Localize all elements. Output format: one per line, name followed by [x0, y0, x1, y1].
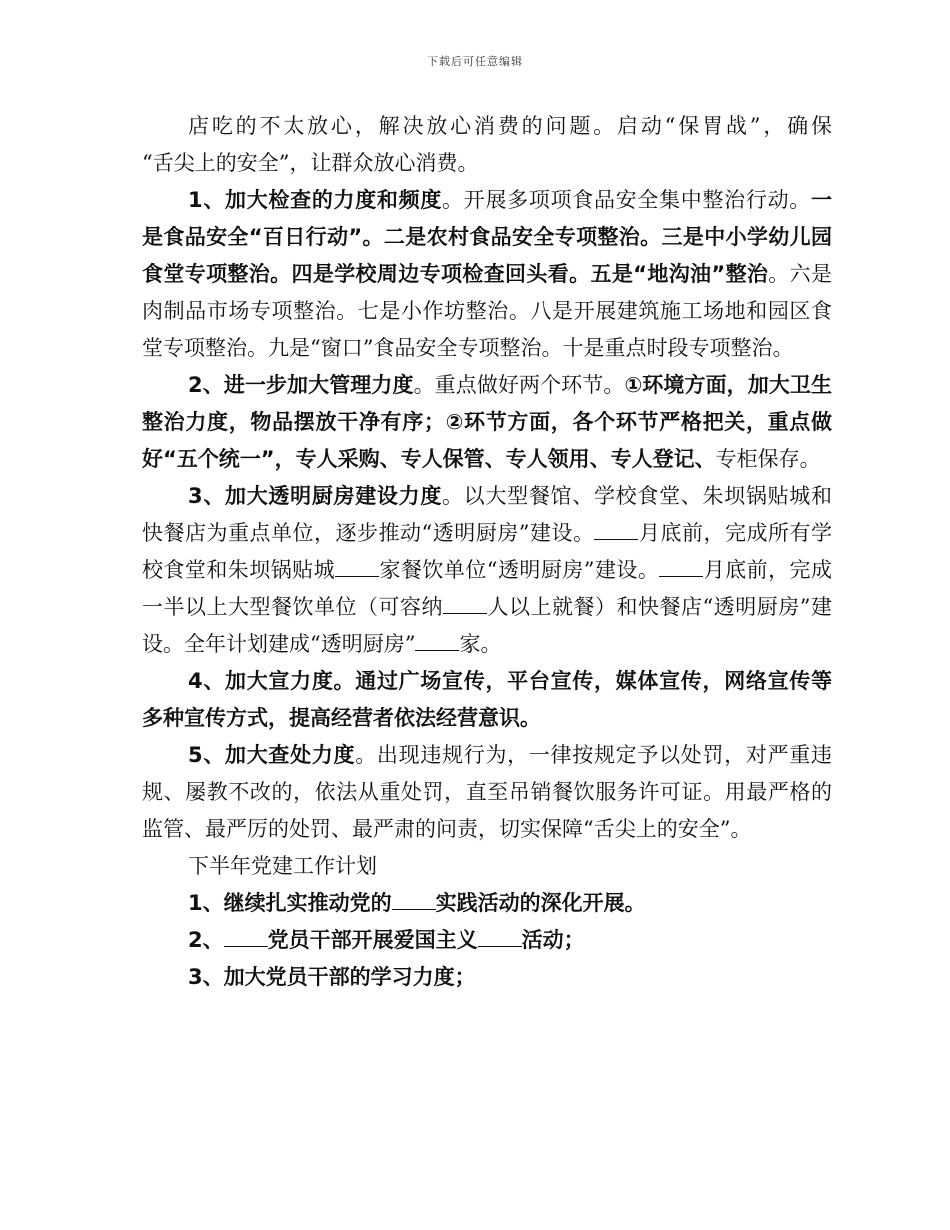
- blank-field: [335, 558, 379, 577]
- blank-field: [478, 928, 522, 947]
- section-title: [142, 848, 832, 885]
- item-2-intro: 。重点做好两个环节。: [413, 373, 625, 397]
- item-1-intro: 。开展多项项食品安全集中整治行动。: [442, 188, 811, 212]
- item-1-tail: 。六是肉制品市场专项整治。七是小作坊整治。八是开展建筑施工场地和园区食堂专项整治。九是“窗口”食品安全专项整治。十是重点时段专项整治。: [142, 262, 832, 360]
- item-5-heading: 5、加大查处力度: [188, 743, 356, 767]
- item-1-bold: 一是食品安全“百日行动”。二是农村食品安全专项整治。三是中小学幼儿园食堂专项整治。四是学校周边专项检查回头看。五是“地沟油”整治: [142, 188, 832, 286]
- blank-field: [415, 632, 459, 651]
- item-3-text-5: 人以上就餐）和快餐店“透明厨房”建设。全年计划建成“透明厨房”: [142, 595, 832, 656]
- intro-line-1: [142, 108, 832, 145]
- item-3-text-6: 家。: [459, 632, 502, 656]
- item-3-heading: 3、加大透明厨房建设力度: [188, 484, 443, 508]
- page-header: 下载后可任意编辑: [427, 55, 523, 68]
- blank-field: [659, 558, 703, 577]
- item-2-tail: 专柜保存。: [715, 447, 821, 471]
- plan-item-3: [142, 959, 832, 996]
- item-3-text-1: 。以大型餐馆、学校食堂、朱坝锅贴城和快餐店为重点单位，逐步推动“透明厨房”建设。: [142, 484, 832, 545]
- document-body: [142, 108, 832, 996]
- item-5-text: 。出现违规行为，一律按规定予以处罚，对严重违规、屡教不改的，依法从重处罚，直至吊销餐饮服务许可证。用最严格的监管、最严厉的处罚、最严肃的问责，切实保障“舌尖上的安全”。: [142, 743, 832, 841]
- item-3-text-4: 月底前，完成一半以上大型餐饮单位（可容纳: [142, 558, 832, 619]
- plan-item-2-b: 党员干部开展爱国主义: [267, 928, 478, 952]
- item-1: [142, 182, 832, 367]
- plan-item-2: [142, 922, 832, 959]
- blank-field: [224, 928, 268, 947]
- plan-item-1-b: 实践活动的深化开展。: [435, 891, 646, 915]
- section-title-text: 下半年党建工作计划: [188, 854, 377, 878]
- item-4-text: 4、加大宣力度。通过广场宣传，平台宣传，媒体宣传，网络宣传等多种宣传方式，提高经营者依法经营意识。: [142, 669, 832, 730]
- intro-text-2: “舌尖上的安全”，让群众放心消费。: [142, 151, 479, 175]
- item-2-bold: ①环境方面，加大卫生整治力度，物品摆放干净有序；②环节方面，各个环节严格把关，重点做好“五个统一”，专人采购、专人保管、专人领用、专人登记、: [142, 373, 832, 471]
- intro-text-1: 店吃的不太放心，解决放心消费的问题。启动“保胃战”，确保: [188, 114, 832, 138]
- blank-field: [392, 891, 436, 910]
- plan-item-2-c: 活动；: [521, 928, 585, 952]
- item-3-text-2: 月底前，完成所有学校食堂和朱坝锅贴城: [142, 521, 832, 582]
- intro-line-2: [142, 145, 832, 182]
- item-2-heading: 2、进一步加大管理力度: [188, 373, 414, 397]
- item-4: [142, 663, 832, 737]
- item-2: [142, 367, 832, 478]
- item-3: [142, 478, 832, 663]
- plan-item-1-a: 1、继续扎实推动党的: [188, 891, 392, 915]
- item-3-text-3: 家餐饮单位“透明厨房”建设。: [379, 558, 660, 582]
- plan-item-2-a: 2、: [188, 928, 224, 952]
- item-1-heading: 1、加大检查的力度和频度: [188, 188, 443, 212]
- item-5: [142, 737, 832, 848]
- plan-item-3-text: 3、加大党员干部的学习力度；: [188, 965, 476, 989]
- blank-field: [594, 521, 638, 540]
- blank-field: [443, 595, 487, 614]
- plan-item-1: [142, 885, 832, 922]
